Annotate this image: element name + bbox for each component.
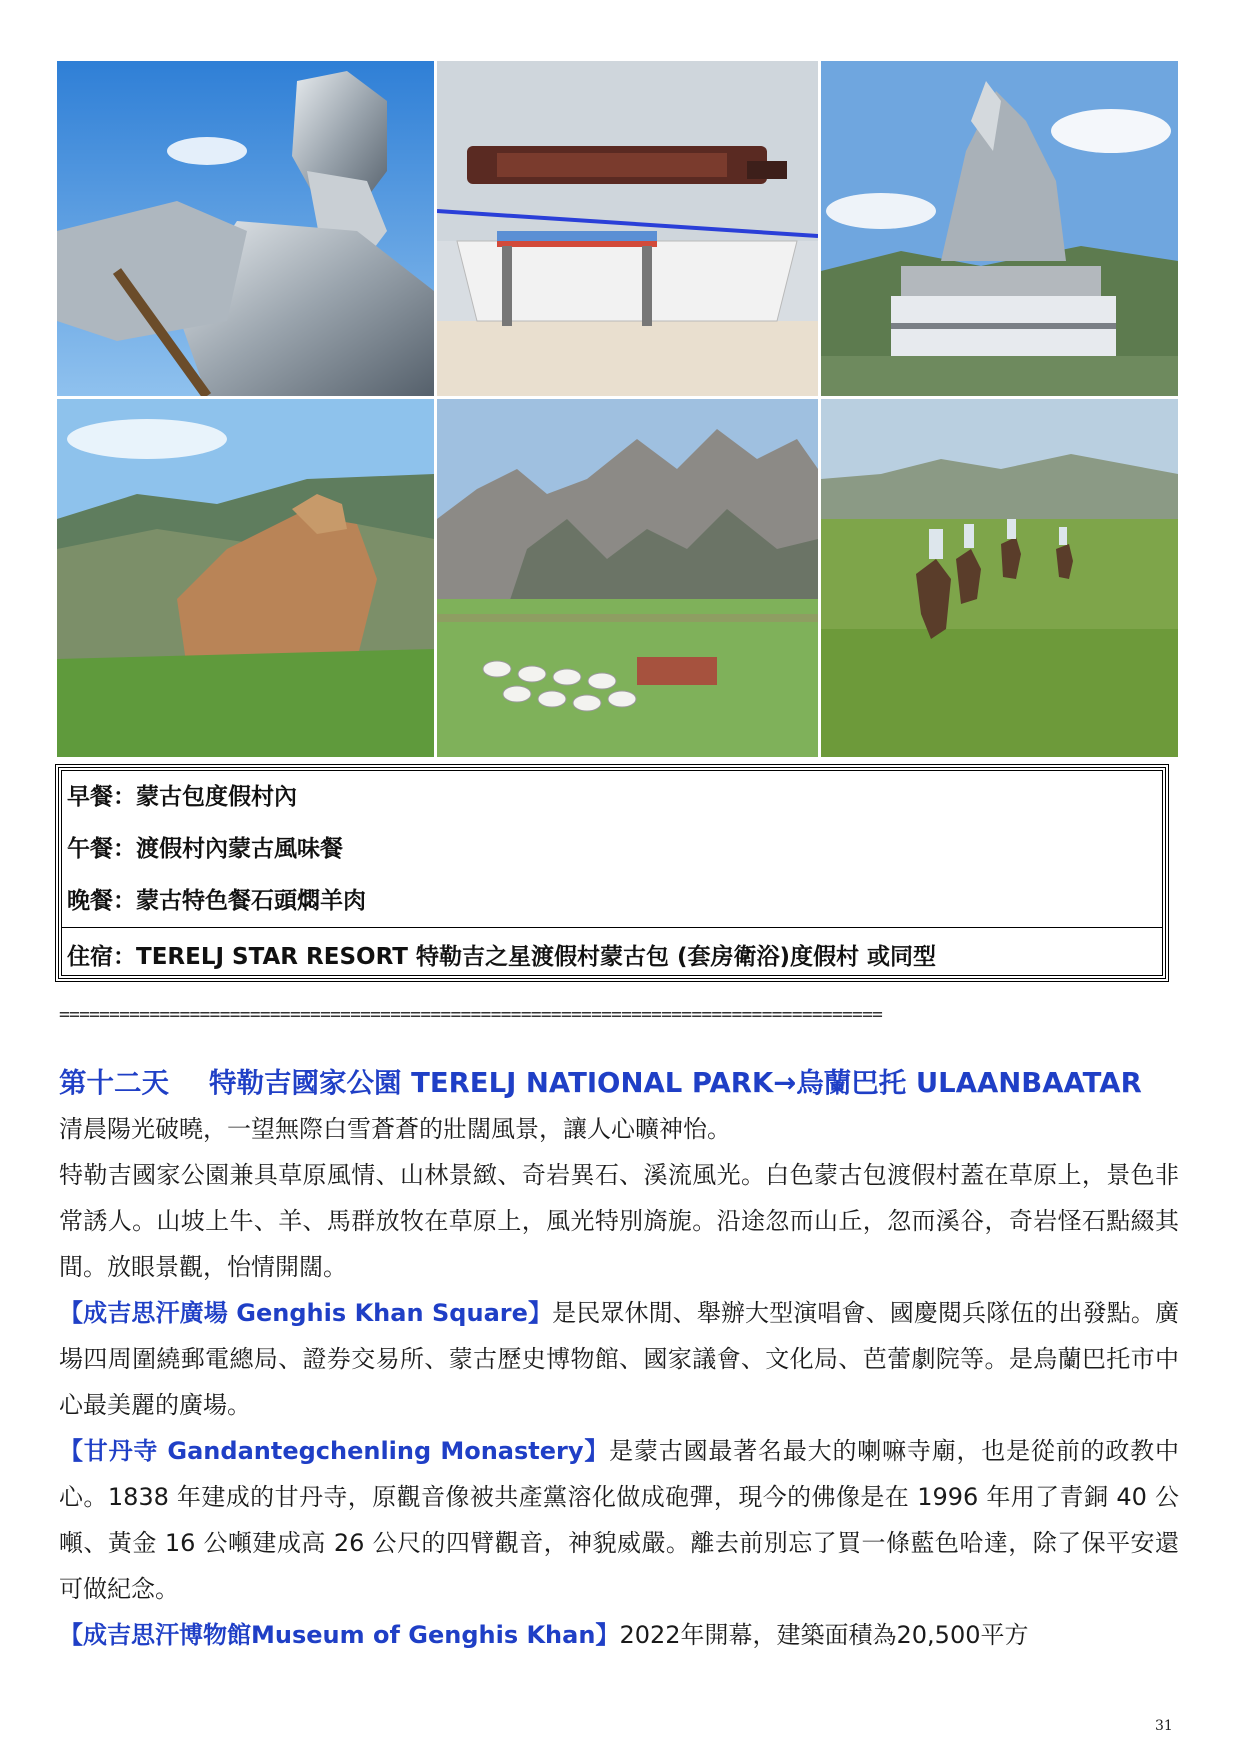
paragraph-gandan-monastery — [59, 1428, 1179, 1612]
dinner-row: 晚餐：蒙古特色餐石頭燜羊肉 — [67, 888, 366, 914]
photo-equestrian-statue-complex — [821, 61, 1178, 396]
paragraph-genghis-museum — [59, 1612, 1179, 1658]
breakfast-row: 早餐：蒙古包度假村內 — [67, 784, 297, 810]
gandan-body: 是蒙古國最著名最大的喇嘛寺廟，也是從前的政教中心。1838 年建成的甘丹寺，原觀音像被共產黨溶化做成砲彈，現今的佛像是在 1996 年用了青銅 40 公噸、黃金 16 公噸建成高 26 公尺的四臂觀音，神貌威嚴。離去前別忘了買一條藍色哈達，除了保平安還可做紀念。 — [59, 1437, 1179, 1603]
separator-line: ================================================================================== — [59, 1004, 883, 1025]
photo-turtle-rock — [57, 399, 434, 757]
day-heading — [59, 1060, 1142, 1100]
museum-body: 2022年開幕，建築面積為20,500平方 — [619, 1621, 1029, 1649]
museum-title: 【成吉思汗博物館Museum of Genghis Khan】 — [59, 1621, 620, 1649]
photo-golden-whip-exhibit — [437, 61, 818, 396]
paragraph-genghis-square — [59, 1290, 1179, 1428]
day-route: 特勒吉國家公園 TERELJ NATIONAL PARK→烏蘭巴托 ULAANBAATAR — [209, 1067, 1142, 1099]
lodging-row: 住宿：TERELJ STAR RESORT 特勒吉之星渡假村蒙古包 (套房衛浴)度假村 或同型 — [62, 927, 1162, 983]
gandan-title: 【甘丹寺 Gandantegchenling Monastery】 — [59, 1437, 610, 1465]
meals-table — [55, 764, 1169, 982]
paragraph-morning: 清晨陽光破曉，一望無際白雪蒼蒼的壯闊風景，讓人心曠神怡。 — [59, 1115, 731, 1143]
day-label: 第十二天 — [59, 1067, 169, 1099]
photo-horse-riding-meadow — [821, 399, 1178, 757]
page-number: 31 — [1155, 1718, 1173, 1734]
photo-genghis-statue-closeup — [57, 61, 434, 396]
genghis-square-title: 【成吉思汗廣場 Genghis Khan Square】 — [59, 1299, 553, 1327]
lunch-row: 午餐：渡假村內蒙古風味餐 — [67, 836, 343, 862]
photo-ger-camp-valley — [437, 399, 818, 757]
genghis-square-body: 是民眾休閒、舉辦大型演唱會、國慶閱兵隊伍的出發點。廣場四周圍繞郵電總局、證券交易所、蒙古歷史博物館、國家議會、文化局、芭蕾劇院等。是烏蘭巴托市中心最美麗的廣場。 — [59, 1299, 1180, 1419]
paragraph-terelj-park: 特勒吉國家公園兼具草原風情、山林景緻、奇岩異石、溪流風光。白色蒙古包渡假村蓋在草原上，景色非常誘人。山坡上牛、羊、馬群放牧在草原上，風光特別旖旎。沿途忽而山丘，忽而溪谷，奇岩怪石點綴其間。放眼景觀，怡情開闊。 — [59, 1161, 1179, 1281]
